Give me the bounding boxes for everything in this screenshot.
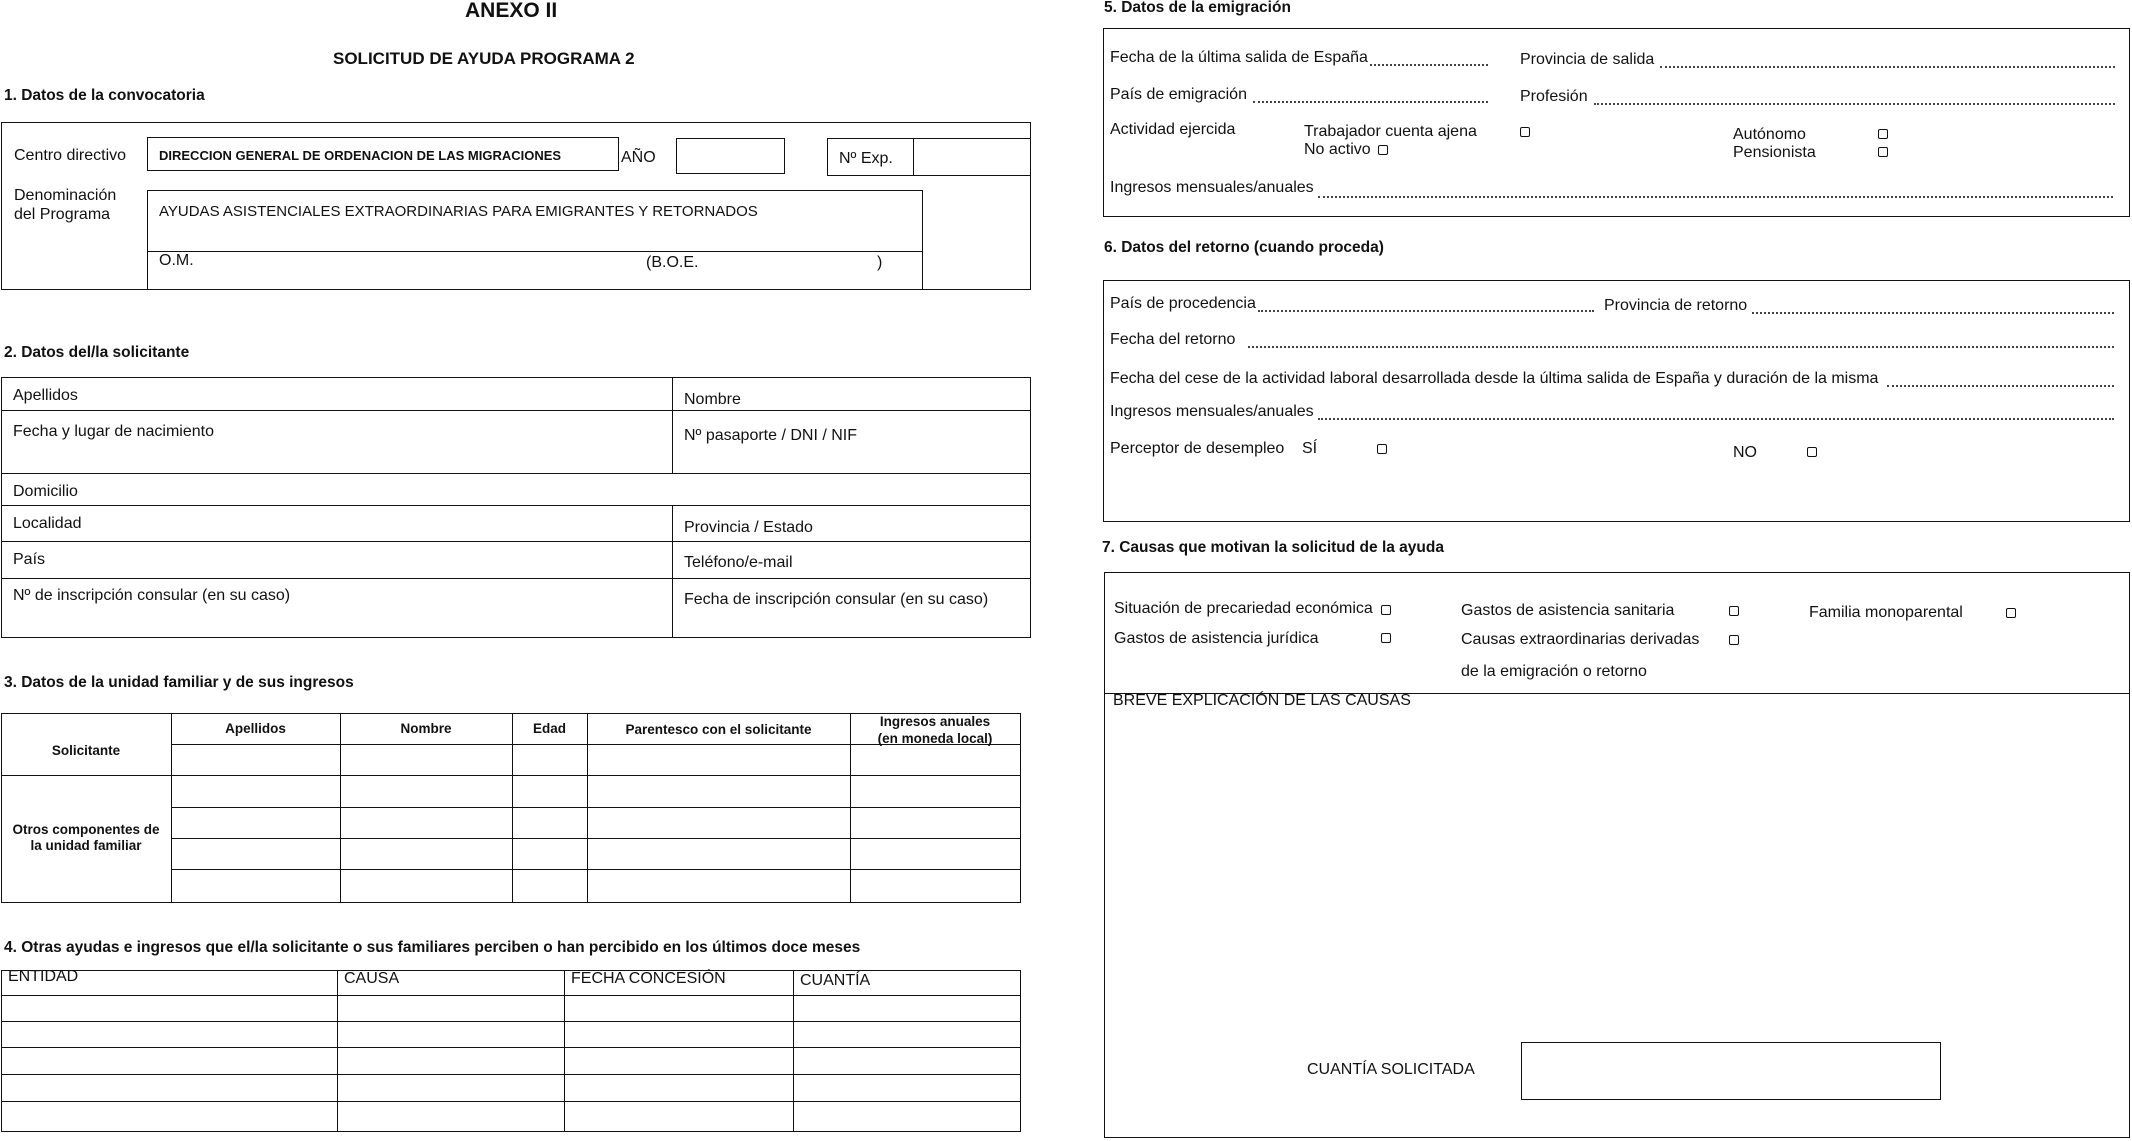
ano-label: AÑO (621, 149, 656, 166)
section-2-heading: 2. Datos del/la solicitante (4, 344, 190, 361)
desempleo-no-checkbox[interactable] (1807, 447, 1817, 457)
extraordinarias-checkbox[interactable] (1729, 635, 1739, 645)
trabajador-checkbox[interactable] (1520, 127, 1530, 137)
section-6-box (1103, 280, 2130, 522)
precariedad-checkbox[interactable] (1381, 605, 1391, 615)
annex-title: ANEXO II (465, 0, 558, 22)
col-ingresos-1: Ingresos anuales (879, 714, 991, 729)
section-4-heading: 4. Otras ayudas e ingresos que el/la solicitante o sus familiares perciben o han percibido en los últimos doce meses (4, 939, 861, 956)
provincia-retorno-field[interactable] (1752, 312, 2114, 314)
pais-emigracion-field[interactable] (1253, 101, 1488, 103)
col-nombre: Nombre (400, 721, 452, 736)
col-entidad: ENTIDAD (8, 968, 79, 985)
monoparental-label: Familia monoparental (1809, 604, 1963, 621)
section-1-heading: 1. Datos de la convocatoria (4, 87, 205, 104)
denominacion-label-1: Denominación (14, 187, 117, 204)
col-apellidos: Apellidos (225, 721, 286, 736)
pais-emigracion-label: País de emigración (1110, 86, 1247, 103)
breve-explicacion-label: BREVE EXPLICACIÓN DE LAS CAUSAS (1113, 692, 1411, 709)
row-solicitante: Solicitante (51, 743, 121, 758)
telefono-email-label: Teléfono/e-mail (684, 554, 793, 571)
sanitaria-checkbox[interactable] (1729, 606, 1739, 616)
trabajador-label: Trabajador cuenta ajena (1304, 123, 1477, 140)
fecha-retorno-field[interactable] (1248, 346, 2114, 348)
form-title: SOLICITUD DE AYUDA PROGRAMA 2 (333, 49, 635, 68)
fecha-retorno-label: Fecha del retorno (1110, 331, 1236, 348)
section-3-heading: 3. Datos de la unidad familiar y de sus ingresos (4, 674, 354, 691)
fecha-salida-field[interactable] (1370, 64, 1488, 66)
row-otros-1: Otros componentes de (12, 822, 160, 837)
si-label: SÍ (1302, 440, 1318, 457)
denominacion-value: AYUDAS ASISTENCIALES EXTRAORDINARIAS PARA EMIGRANTES Y RETORNADOS (159, 203, 758, 220)
provincia-salida-field[interactable] (1660, 66, 2115, 68)
col-causa: CAUSA (344, 970, 400, 987)
centro-directivo-value: DIRECCION GENERAL DE ORDENACION DE LAS MIGRACIONES (159, 148, 562, 163)
extraordinarias-label-1: Causas extraordinarias derivadas (1461, 631, 1700, 648)
juridica-checkbox[interactable] (1381, 633, 1391, 643)
section-7-heading: 7. Causas que motivan la solicitud de la ayuda (1102, 539, 1444, 556)
precariedad-label: Situación de precariedad económica (1114, 600, 1373, 617)
boe-close: ) (877, 254, 883, 271)
fecha-salida-label: Fecha de la última salida de España (1110, 49, 1368, 66)
ingresos-emigracion-field[interactable] (1318, 196, 2113, 198)
col-fecha-concesion: FECHA CONCESIÓN (571, 970, 726, 987)
provincia-estado-label: Provincia / Estado (684, 519, 813, 536)
col-ingresos-2: (en moneda local) (877, 731, 993, 746)
profesion-field[interactable] (1594, 103, 2115, 105)
monoparental-checkbox[interactable] (2006, 608, 2016, 618)
juridica-label: Gastos de asistencia jurídica (1114, 630, 1319, 647)
autonomo-checkbox[interactable] (1878, 129, 1888, 139)
fecha-cese-label: Fecha del cese de la actividad laboral desarrollada desde la última salida de España y duración de la misma (1110, 370, 1879, 387)
profesion-label: Profesión (1520, 88, 1588, 105)
om-label: O.M. (159, 252, 194, 269)
ingresos-emigracion-label: Ingresos mensuales/anuales (1110, 179, 1314, 196)
autonomo-label: Autónomo (1733, 126, 1806, 143)
extraordinarias-label-2: de la emigración o retorno (1461, 663, 1647, 680)
no-activo-label: No activo (1304, 141, 1371, 158)
col-edad: Edad (532, 721, 566, 736)
desempleo-si-checkbox[interactable] (1377, 444, 1387, 454)
no-activo-checkbox[interactable] (1378, 145, 1388, 155)
pensionista-label: Pensionista (1733, 144, 1816, 161)
inscripcion-consular-label: Nº de inscripción consular (en su caso) (13, 587, 291, 604)
localidad-label: Localidad (13, 515, 82, 532)
ingresos-retorno-field[interactable] (1318, 418, 2114, 420)
provincia-retorno-label: Provincia de retorno (1604, 297, 1748, 314)
provincia-salida-label: Provincia de salida (1520, 51, 1655, 68)
apellidos-label: Apellidos (13, 387, 78, 404)
pais-procedencia-field[interactable] (1258, 310, 1594, 312)
col-parentesco: Parentesco con el solicitante (625, 722, 812, 737)
cuantia-solicitada-label: CUANTÍA SOLICITADA (1307, 1061, 1475, 1078)
sanitaria-label: Gastos de asistencia sanitaria (1461, 602, 1675, 619)
expediente-label: Nº Exp. (839, 150, 893, 167)
fecha-cese-field[interactable] (1887, 385, 2114, 387)
centro-directivo-label: Centro directivo (14, 147, 127, 164)
cuantia-solicitada-field[interactable] (1521, 1042, 1941, 1100)
pais-label: País (13, 551, 46, 568)
domicilio-label: Domicilio (13, 483, 78, 500)
actividad-label: Actividad ejercida (1110, 121, 1236, 138)
pasaporte-label: Nº pasaporte / DNI / NIF (684, 427, 858, 444)
no-label: NO (1733, 444, 1757, 461)
fecha-inscripcion-consular-label: Fecha de inscripción consular (en su caso) (684, 591, 989, 608)
section-5-heading: 5. Datos de la emigración (1104, 0, 1291, 16)
row-otros-2: la unidad familiar (30, 838, 142, 853)
perceptor-desempleo-label: Perceptor de desempleo (1110, 440, 1285, 457)
ingresos-retorno-label: Ingresos mensuales/anuales (1110, 403, 1314, 420)
denominacion-label-2: del Programa (14, 206, 111, 223)
pais-procedencia-label: País de procedencia (1110, 295, 1256, 312)
col-cuantia: CUANTÍA (800, 972, 871, 989)
section-6-heading: 6. Datos del retorno (cuando proceda) (1104, 239, 1384, 256)
breve-explicacion-field[interactable] (1106, 712, 2128, 1032)
ano-field[interactable] (676, 138, 785, 174)
boe-label: (B.O.E. (646, 254, 699, 271)
fecha-lugar-nacimiento-label: Fecha y lugar de nacimiento (13, 423, 214, 440)
pensionista-checkbox[interactable] (1878, 147, 1888, 157)
nombre-label: Nombre (684, 391, 741, 408)
